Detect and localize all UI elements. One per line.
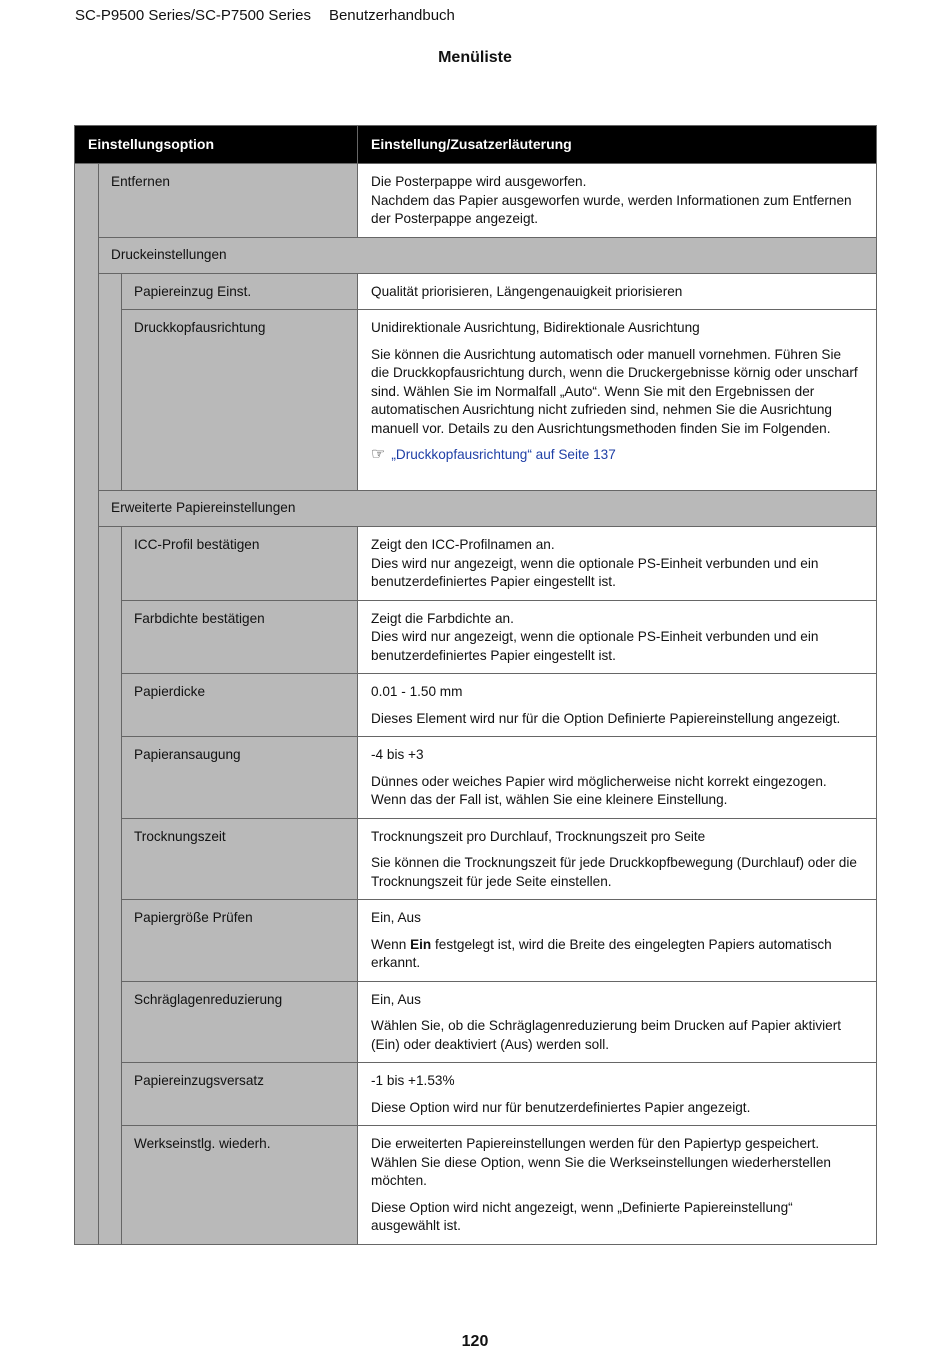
document-type: Benutzerhandbuch xyxy=(328,7,455,24)
option-explanation: Dünnes oder weiches Papier wird möglicherweise nicht korrekt eingezogen. Wenn das der Fall ist, wählen Sie eine kleinere Einstellung. xyxy=(371,773,827,807)
option-explanation xyxy=(371,936,862,973)
option-label: Papiereinzug Einst. xyxy=(122,273,358,310)
option-label: Schräglagenreduzierung xyxy=(122,981,358,1063)
option-values: 0.01 - 1.50 mm xyxy=(371,684,463,699)
option-values: Unidirektionale Ausrichtung, Bidirektionale Ausrichtung xyxy=(371,320,700,335)
table-row xyxy=(75,818,877,900)
option-description xyxy=(358,674,877,737)
option-description xyxy=(358,981,877,1063)
option-description xyxy=(358,900,877,982)
column-header-option: Einstellungsoption xyxy=(75,126,358,164)
option-label: Entfernen xyxy=(99,164,358,238)
table-row xyxy=(75,981,877,1063)
option-label: Papiergröße Prüfen xyxy=(122,900,358,982)
option-description xyxy=(358,600,877,674)
option-label: Druckkopfausrichtung xyxy=(122,310,358,491)
option-description xyxy=(358,273,877,310)
option-explanation: Diese Option wird nur für benutzerdefiniertes Papier angezeigt. xyxy=(371,1099,751,1115)
option-explanation: Diese Option wird nicht angezeigt, wenn „Definierte Papiereinstellung“ ausgewählt ist. xyxy=(371,1199,793,1233)
option-description xyxy=(358,818,877,900)
option-values: Trocknungszeit pro Durchlauf, Trocknungszeit pro Seite xyxy=(371,828,706,844)
option-values: Ein, Aus xyxy=(371,910,421,925)
option-description xyxy=(358,737,877,819)
description-line: Dies wird nur angezeigt, wenn die optionale PS-Einheit verbunden und ein benutzerdefiniertes Papier eingestellt ist. xyxy=(371,555,819,589)
pointing-hand-icon: ☞ xyxy=(371,446,386,463)
running-header xyxy=(75,7,455,24)
section-title: Menüliste xyxy=(438,49,512,66)
table-header-row xyxy=(75,126,877,164)
indent-column xyxy=(75,164,99,1245)
option-values: -1 bis +1.53% xyxy=(371,1073,455,1088)
option-description xyxy=(358,1126,877,1245)
option-label: Trocknungszeit xyxy=(122,818,358,900)
menu-table xyxy=(74,125,877,1245)
table-row xyxy=(75,674,877,737)
option-values: Ein, Aus xyxy=(371,991,421,1007)
option-label: Papierdicke xyxy=(122,674,358,737)
indent-column xyxy=(99,527,122,1245)
table-row xyxy=(75,273,877,310)
option-label: ICC-Profil bestätigen xyxy=(122,527,358,601)
table-row xyxy=(75,527,877,601)
group-label: Erweiterte Papiereinstellungen xyxy=(99,491,877,527)
option-description xyxy=(358,310,877,491)
table-row xyxy=(75,1063,877,1126)
description-line: Dies wird nur angezeigt, wenn die optionale PS-Einheit verbunden und ein benutzerdefiniertes Papier eingestellt ist. xyxy=(371,629,819,663)
option-description xyxy=(358,1063,877,1126)
product-name: SC-P9500 Series/SC-P7500 Series xyxy=(75,7,311,24)
option-label: Papiereinzugsversatz xyxy=(122,1063,358,1126)
table-row xyxy=(75,1126,877,1245)
table-row xyxy=(75,600,877,674)
page-number: 120 xyxy=(461,1333,489,1350)
table-row xyxy=(75,164,877,238)
explanation-text: festgelegt ist, wird die Breite des eingelegten Papiers automatisch erkannt. xyxy=(371,936,832,970)
option-label: Farbdichte bestätigen xyxy=(122,600,358,674)
description-line: Nachdem das Papier ausgeworfen wurde, werden Informationen zum Entfernen der Posterpappe angezeigt. xyxy=(371,192,852,226)
option-description xyxy=(358,527,877,601)
option-explanation: Sie können die Ausrichtung automatisch oder manuell vornehmen. Führen Sie die Druckkopfausrichtung durch, wenn die Druckergebnisse körnig oder unscharf sind. Wählen Sie im Normalfall „Auto“. Wenn Sie mit den Ergebnissen der automatischen Ausrichtung nicht zufrieden sind, nehmen Sie die Ausrichtung manuell vor. Details zu den Ausrichtungsmethoden finden Sie im Folgenden. xyxy=(371,346,858,436)
cross-reference-link[interactable]: „Druckkopfausrichtung“ auf Seite 137 xyxy=(391,447,616,462)
column-header-setting: Einstellung/Zusatzerläuterung xyxy=(358,126,877,164)
group-row xyxy=(75,237,877,273)
option-explanation: Wählen Sie, ob die Schräglagenreduzierung beim Drucken auf Papier aktiviert (Ein) oder deaktiviert (Aus) werden soll. xyxy=(371,1018,842,1052)
option-values: -4 bis +3 xyxy=(371,747,424,762)
option-explanation: Dieses Element wird nur für die Option Definierte Papiereinstellung angezeigt. xyxy=(371,710,841,726)
indent-column xyxy=(99,273,122,491)
description-line: Zeigt den ICC-Profilnamen an. xyxy=(371,537,555,552)
description-line: Die Posterpappe wird ausgeworfen. xyxy=(371,174,587,189)
group-row xyxy=(75,491,877,527)
option-values: Qualität priorisieren, Längengenauigkeit priorisieren xyxy=(371,283,683,299)
option-description xyxy=(358,164,877,238)
option-explanation: Sie können die Trocknungszeit für jede Druckkopfbewegung (Durchlauf) oder die Trocknungszeit für jede Seite einstellen. xyxy=(371,855,857,889)
table-row xyxy=(75,900,877,982)
option-label: Werkseinstlg. wiederh. xyxy=(122,1126,358,1245)
explanation-bold: Ein xyxy=(410,936,432,952)
table-row xyxy=(75,310,877,491)
option-label: Papieransaugung xyxy=(122,737,358,819)
group-label: Druckeinstellungen xyxy=(99,237,877,273)
description-line: Zeigt die Farbdichte an. xyxy=(371,610,514,626)
table-row xyxy=(75,737,877,819)
option-explanation: Die erweiterten Papiereinstellungen werden für den Papiertyp gespeichert. Wählen Sie diese Option, wenn Sie die Werkseinstellungen wiederherstellen möchten. xyxy=(371,1136,831,1188)
explanation-text: Wenn xyxy=(371,936,411,952)
